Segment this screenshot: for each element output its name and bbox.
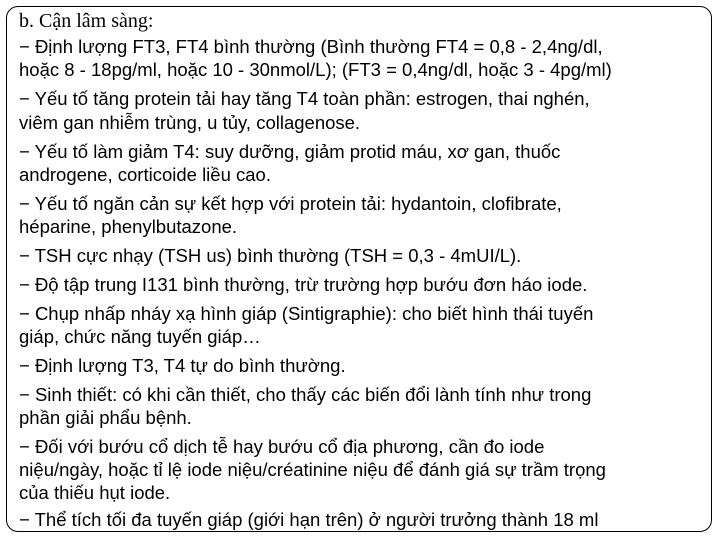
text-line: của thiếu hụt iode. <box>19 482 171 503</box>
section-heading: b. Cận lâm sàng: <box>19 10 154 32</box>
text-line: − Yếu tố tăng protein tải hay tăng T4 toàn phần: estrogen, thai nghén, <box>19 88 590 109</box>
text-line: − Thể tích tối đa tuyến giáp (giới hạn trên) ở người trưởng thành 18 ml <box>19 509 599 530</box>
text-line: giáp, chức năng tuyến giáp… <box>19 326 261 347</box>
slide-frame <box>6 6 712 532</box>
text-line: − Định lượng FT3, FT4 bình thường (Bình thường FT4 = 0,8 - 2,4ng/dl, <box>19 36 603 57</box>
text-line: − Sinh thiết: có khi cần thiết, cho thấy các biến đổi lành tính như trong <box>19 384 592 405</box>
text-line: − Đối với bướu cổ dịch tễ hay bướu cổ địa phương, cần đo iode <box>19 436 545 457</box>
text-line: niệu/ngày, hoặc tỉ lệ iode niệu/créatinine niệu để đánh giá sự trầm trọng <box>19 459 606 480</box>
text-line: − TSH cực nhạy (TSH us) bình thường (TSH = 0,3 - 4mUI/L). <box>19 245 522 266</box>
text-line: hoặc 8 - 18pg/ml, hoặc 10 - 30nmol/L); (FT3 = 0,4ng/dl, hoặc 3 - 4pg/ml) <box>19 59 612 80</box>
text-line: − Yếu tố làm giảm T4: suy dưỡng, giảm protid máu, xơ gan, thuốc <box>19 141 561 162</box>
text-line: androgene, corticoide liều cao. <box>19 164 271 185</box>
text-line: − Độ tập trung I131 bình thường, trừ trường hợp bướu đơn háo iode. <box>19 274 588 295</box>
text-line: − Yếu tố ngăn cản sự kết hợp với protein tải: hydantoin, clofibrate, <box>19 193 562 214</box>
text-line: − Định lượng T3, T4 tự do bình thường. <box>19 355 346 376</box>
text-line: − Chụp nhấp nháy xạ hình giáp (Sintigraphie): cho biết hình thái tuyến <box>19 303 594 324</box>
text-line: héparine, phenylbutazone. <box>19 216 238 237</box>
text-line: viêm gan nhiễm trùng, u tủy, collagenose. <box>19 112 361 133</box>
text-line: phần giải phẩu bệnh. <box>19 407 192 428</box>
